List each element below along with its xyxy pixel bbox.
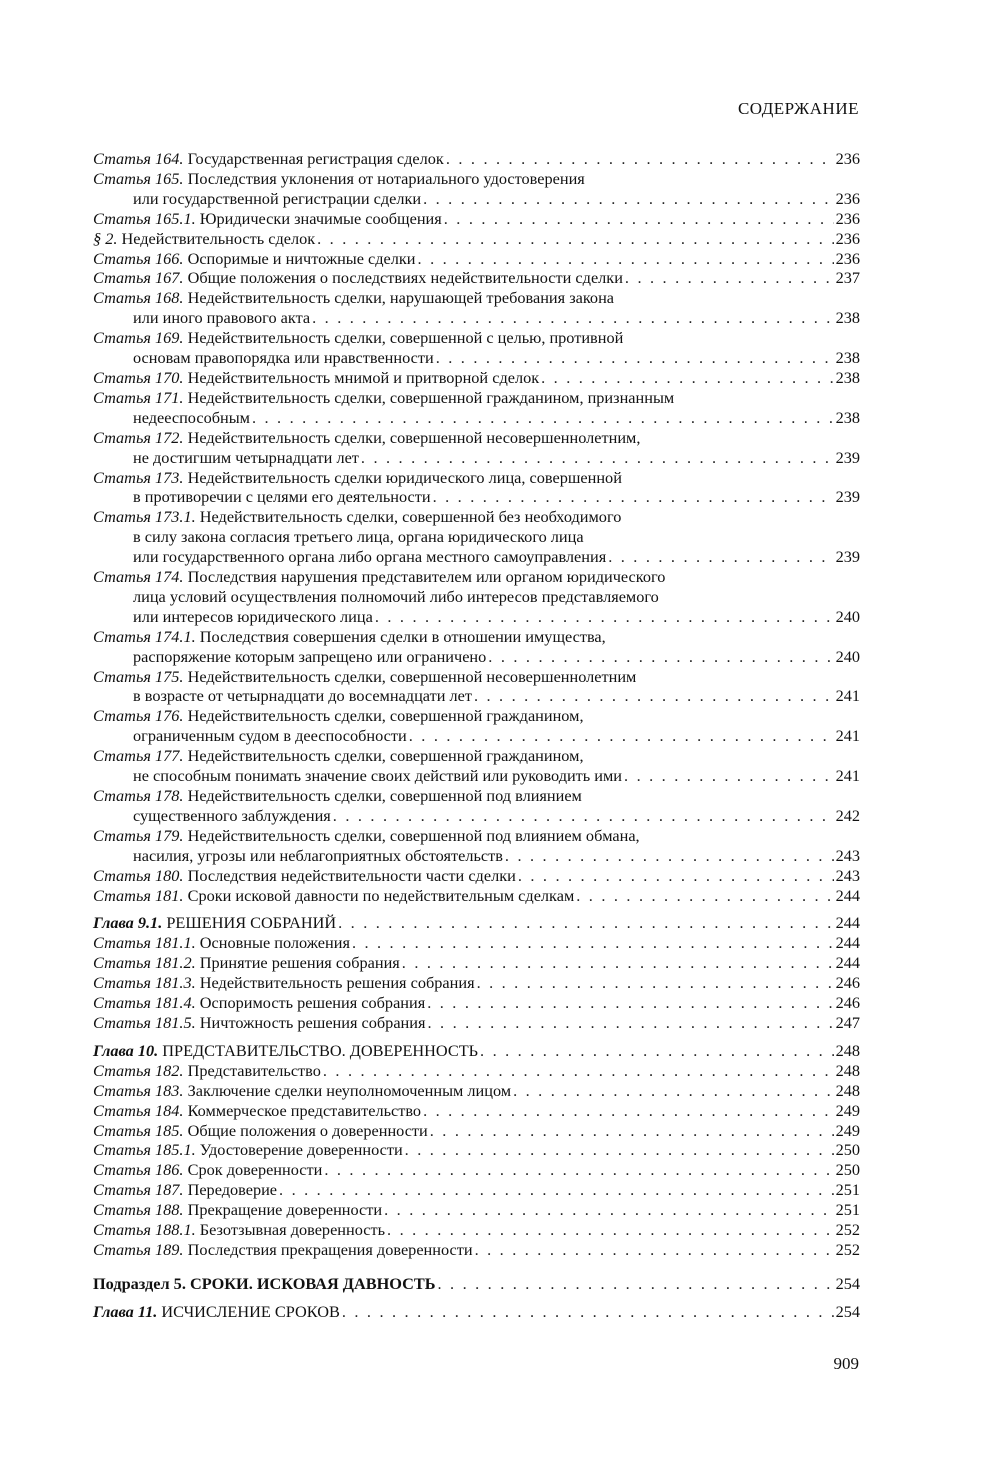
leader-dots [433,487,834,507]
toc-section-9-1 [93,933,860,1033]
entry-label: Статья 171. [93,387,184,407]
toc-entry-line[interactable] [93,1140,860,1160]
entry-title: Недействительность сделки, совершенной гражданином, признанным [187,387,675,407]
toc-entry-line[interactable] [93,507,860,527]
entry-title: Прекращение доверенности [187,1200,383,1220]
page-ref: 238 [835,367,860,387]
entry-label: Статья 189. [93,1239,184,1259]
toc-subsection-5[interactable] [93,1274,860,1294]
entry-title: в силу закона согласия третьего лица, органа юридического лица [133,527,584,547]
page-ref: 244 [835,913,860,933]
entry-title: Удостоверение доверенности [199,1140,403,1160]
toc-entry-line[interactable] [93,1121,860,1141]
leader-dots [252,408,834,428]
entry-label: Статья 188.1. [93,1220,196,1240]
page-ref: 248 [835,1060,860,1080]
entry-label: Статья 174. [93,567,184,587]
toc-entry-line[interactable] [93,209,860,229]
toc-section-main [93,149,860,905]
toc-entry-line[interactable] [93,1013,860,1033]
leader-dots [541,368,833,388]
leader-dots [361,448,834,468]
toc-entry-line[interactable] [93,1240,860,1260]
entry-title: Недействительность сделки, совершенной под влиянием обмана, [187,825,640,845]
toc-entry-line[interactable] [93,607,860,627]
subsection-title: СРОКИ. ИСКОВАЯ ДАВНОСТЬ [189,1273,436,1293]
page-ref: 244 [835,953,860,973]
entry-label: Статья 166. [93,248,184,268]
toc-entry-line[interactable] [93,846,860,866]
chapter-title: РЕШЕНИЯ СОБРАНИЙ [166,913,337,933]
leader-dots [312,308,833,328]
toc-chapter-9-1[interactable] [93,913,860,933]
toc-entry-line[interactable] [93,786,860,806]
leader-dots [279,1180,834,1200]
page-ref: 244 [835,885,860,905]
entry-title: лица условий осуществления полномочий либо интересов представляемого [133,586,659,606]
entry-title: Общие положения о доверенности [187,1120,428,1140]
page-ref: 248 [835,1080,860,1100]
toc-entry-line[interactable] [93,487,860,507]
entry-label: Статья 185.1. [93,1140,196,1160]
toc-entry-line[interactable] [93,993,860,1013]
entry-title: Основные положения [199,933,350,953]
page-ref: 243 [835,845,860,865]
entry-title: в возрасте от четырнадцати до восемнадцати лет [133,686,472,706]
entry-title: Сроки исковой давности по недействительным сделкам [187,885,575,905]
entry-label: Статья 168. [93,288,184,308]
page-ref: 240 [835,606,860,626]
page-ref: 236 [835,208,860,228]
leader-dots [477,973,834,993]
page-ref: 247 [835,1012,860,1032]
entry-title: существенного заблуждения [133,805,331,825]
leader-dots [405,1140,834,1160]
entry-label: Статья 176. [93,706,184,726]
entry-title: Недействительность сделки, совершенной несовершеннолетним [187,666,637,686]
leader-dots [446,149,834,169]
page-ref: 252 [835,1239,860,1259]
entry-label: § 2. [93,228,118,248]
leader-dots [409,726,834,746]
entry-title: Срок доверенности [187,1160,323,1180]
entry-label: Статья 165.1. [93,208,196,228]
toc-entry-line[interactable] [93,726,860,746]
entry-title: Принятие решения собрания [199,953,400,973]
toc-entry-line[interactable] [93,249,860,269]
toc-chapter-10[interactable] [93,1041,860,1061]
leader-dots [438,1274,834,1294]
leader-dots [423,1101,834,1121]
page-ref: 241 [835,726,860,746]
page-ref: 249 [835,1100,860,1120]
toc-entry-line[interactable] [93,189,860,209]
toc-entry-line[interactable] [93,348,860,368]
entry-title: не способным понимать значение своих действий или руководить ими [133,766,623,786]
page-ref: 238 [835,308,860,328]
toc-entry-line[interactable] [93,627,860,647]
page-ref: 237 [835,268,860,288]
page-ref: 246 [835,973,860,993]
leader-dots [423,189,833,209]
leader-dots [624,766,834,786]
toc-chapter-11[interactable] [93,1302,860,1322]
page-ref: 239 [835,547,860,567]
chapter-label: Глава 11. [93,1301,158,1321]
entry-label: Статья 174.1. [93,626,196,646]
page-ref: 240 [835,646,860,666]
entry-title: Недействительность мнимой и притворной сделок [187,367,540,387]
page-ref: 246 [835,993,860,1013]
toc-entry-line[interactable] [93,1081,860,1101]
leader-dots [488,647,833,667]
toc-entry-line[interactable] [93,1160,860,1180]
page-ref: 248 [835,1040,860,1060]
toc-entry-line[interactable] [93,706,860,726]
entry-label: Статья 187. [93,1180,184,1200]
entry-label: Статья 172. [93,427,184,447]
toc-section-10 [93,1061,860,1260]
toc-entry-line[interactable] [93,468,860,488]
entry-title: или государственной регистрации сделки [133,188,422,208]
page-ref: 236 [835,188,860,208]
leader-dots [625,268,834,288]
toc-entry-line[interactable] [93,1180,860,1200]
toc-entry-line[interactable] [93,149,860,169]
chapter-title: ИСЧИСЛЕНИЕ СРОКОВ [161,1301,340,1321]
toc-entry-line[interactable] [93,169,860,189]
page-ref: 254 [835,1273,860,1293]
entry-title: Недействительность сделок [121,228,316,248]
entry-label: Статья 167. [93,268,184,288]
entry-title: Безотзывная доверенность [199,1220,386,1240]
toc-entry-line[interactable] [93,1061,860,1081]
entry-label: Статья 179. [93,825,184,845]
toc-entry-line[interactable] [93,428,860,448]
running-header: СОДЕРЖАНИЕ [737,99,859,118]
leader-dots [505,846,834,866]
toc-entry-line[interactable] [93,1101,860,1121]
entry-label: Статья 180. [93,865,184,885]
leader-dots [375,607,834,627]
leader-dots [608,547,833,567]
entry-title: основам правопорядка или нравственности [133,348,434,368]
leader-dots [576,886,833,906]
chapter-title: ПРЕДСТАВИТЕЛЬСТВО. ДОВЕРЕННОСТЬ [162,1040,479,1060]
page-ref: 252 [835,1220,860,1240]
entry-title: Юридически значимые сообщения [199,208,442,228]
toc-entry-line[interactable] [93,667,860,687]
leader-dots [333,806,834,826]
page-ref: 236 [835,149,860,168]
page-ref: 238 [835,407,860,427]
toc-entry-line[interactable] [93,1200,860,1220]
page-ref: 239 [835,487,860,507]
entry-title: Представительство [187,1060,321,1080]
entry-title: Недействительность сделки юридического лица, совершенной [187,467,622,487]
toc-entry-line[interactable] [93,953,860,973]
subsection-label: Подраздел 5. [93,1273,186,1293]
leader-dots [474,686,834,706]
entry-title: Оспоримые и ничтожные сделки [187,248,416,268]
entry-title: Недействительность сделки, совершенной гражданином, [187,746,584,766]
entry-label: Статья 175. [93,666,184,686]
page-ref: 250 [835,1140,860,1160]
leader-dots [324,1160,833,1180]
entry-title: насилия, угрозы или неблагоприятных обстоятельств [133,845,503,865]
entry-title: или государственного органа либо органа местного самоуправления [133,547,607,567]
toc-entry-line[interactable] [93,229,860,249]
entry-title: Недействительность сделки, совершенной с целью, противной [187,328,624,348]
entry-label: Статья 169. [93,328,184,348]
entry-title: или интересов юридического лица [133,606,373,626]
page-ref: 249 [835,1120,860,1140]
leader-dots [317,229,833,249]
page-ref: 243 [835,865,860,885]
entry-title: Ничтожность решения собрания [199,1012,426,1032]
entry-label: Статья 184. [93,1100,184,1120]
chapter-label: Глава 10. [93,1040,159,1060]
page-ref: 239 [835,447,860,467]
toc-entry-line[interactable] [93,973,860,993]
toc-entry-line[interactable] [93,886,860,906]
toc-entry-line[interactable] [93,806,860,826]
page-ref: 251 [835,1200,860,1220]
entry-title: Государственная регистрация сделок [187,149,444,168]
leader-dots [480,1041,834,1061]
toc-entry-line[interactable] [93,408,860,428]
leader-dots [402,953,834,973]
leader-dots [352,933,834,953]
entry-label: Статья 188. [93,1200,184,1220]
chapter-label: Глава 9.1. [93,913,163,933]
entry-title: Последствия совершения сделки в отношении имущества, [199,626,606,646]
entry-title: Недействительность сделки, совершенной несовершеннолетним, [187,427,641,447]
entry-title: Заключение сделки неуполномоченным лицом [187,1080,512,1100]
entry-label: Статья 165. [93,168,184,188]
leader-dots [342,1302,834,1322]
entry-label: Статья 181. [93,885,184,905]
toc-entry-line[interactable] [93,933,860,953]
entry-label: Статья 177. [93,746,184,766]
toc-entry-line[interactable] [93,766,860,786]
leader-dots [444,209,834,229]
toc-entry-line[interactable] [93,567,860,587]
toc-entry-line[interactable] [93,547,860,567]
toc-entry-line[interactable] [93,647,860,667]
toc-entry-line[interactable] [93,328,860,348]
entry-label: Статья 181.1. [93,933,196,953]
entry-label: Статья 173. [93,467,184,487]
entry-label: Статья 181.3. [93,973,196,993]
leader-dots [338,913,833,933]
toc-entry-line[interactable] [93,268,860,288]
leader-dots [427,1013,833,1033]
entry-title: Оспоримость решения собрания [199,993,426,1013]
entry-title: Передоверие [187,1180,278,1200]
entry-label: Статья 183. [93,1080,184,1100]
entry-label: Статья 164. [93,149,184,168]
entry-label: Статья 181.2. [93,953,196,973]
entry-label: Статья 186. [93,1160,184,1180]
page-number: 909 [833,1354,859,1373]
page-ref: 251 [835,1180,860,1200]
page-ref: 250 [835,1160,860,1180]
entry-label: Статья 173.1. [93,507,196,527]
page-ref: 236 [835,228,860,248]
leader-dots [427,993,833,1013]
toc-entry-line[interactable] [93,308,860,328]
toc-entry-line[interactable] [93,527,860,547]
entry-label: Статья 170. [93,367,184,387]
entry-title: Общие положения о последствиях недействительности сделки [187,268,623,288]
entry-title: Последствия нарушения представителем или органом юридического [187,567,666,587]
entry-label: Статья 178. [93,786,184,805]
toc-entry-line[interactable] [93,368,860,388]
toc-entry-line[interactable] [93,448,860,468]
toc-entry-line[interactable] [93,746,860,766]
entry-title: Последствия уклонения от нотариального удостоверения [187,168,585,188]
toc-entry-line[interactable] [93,826,860,846]
toc-entry-line[interactable] [93,288,860,308]
entry-title: или иного правового акта [133,308,311,328]
entry-title: Недействительность решения собрания [199,973,475,993]
leader-dots [384,1200,833,1220]
entry-label: Статья 181.5. [93,1012,196,1032]
entry-title: в противоречии с целями его деятельности [133,487,431,507]
leader-dots [418,249,834,269]
entry-title: Недействительность сделки, нарушающей требования закона [187,288,615,308]
leader-dots [430,1121,834,1141]
entry-title: ограниченным судом в дееспособности [133,726,407,746]
entry-title: распоряжение которым запрещено или ограничено [133,646,487,666]
leader-dots [475,1240,834,1260]
entry-title: недееспособным [133,407,250,427]
page-ref: 238 [835,348,860,368]
page-ref: 241 [835,686,860,706]
toc-entry-line[interactable] [93,587,860,607]
toc-entry-line[interactable] [93,866,860,886]
entry-title: Недействительность сделки, совершенной гражданином, [187,706,584,726]
entry-label: Статья 181.4. [93,993,196,1013]
leader-dots [323,1061,834,1081]
entry-title: не достигшим четырнадцати лет [133,447,359,467]
entry-title: Последствия недействительности части сделки [187,865,516,885]
leader-dots [436,348,834,368]
page-ref: 244 [835,933,860,953]
entry-label: Статья 185. [93,1120,184,1140]
page-ref: 236 [835,248,860,268]
leader-dots [387,1220,834,1240]
entry-title: Коммерческое представительство [187,1100,422,1120]
entry-label: Статья 182. [93,1060,184,1080]
page-ref: 242 [835,805,860,825]
toc-entry-line[interactable] [93,1220,860,1240]
entry-title: Последствия прекращения доверенности [187,1239,473,1259]
toc-entry-line[interactable] [93,388,860,408]
table-of-contents [93,149,860,1322]
leader-dots [518,866,834,886]
entry-title: Недействительность сделки, совершенной под влиянием [187,786,582,805]
page-ref: 254 [835,1301,860,1321]
page-ref: 241 [835,766,860,786]
toc-entry-line[interactable] [93,686,860,706]
leader-dots [513,1081,834,1101]
entry-title: Недействительность сделки, совершенной без необходимого [199,507,622,527]
